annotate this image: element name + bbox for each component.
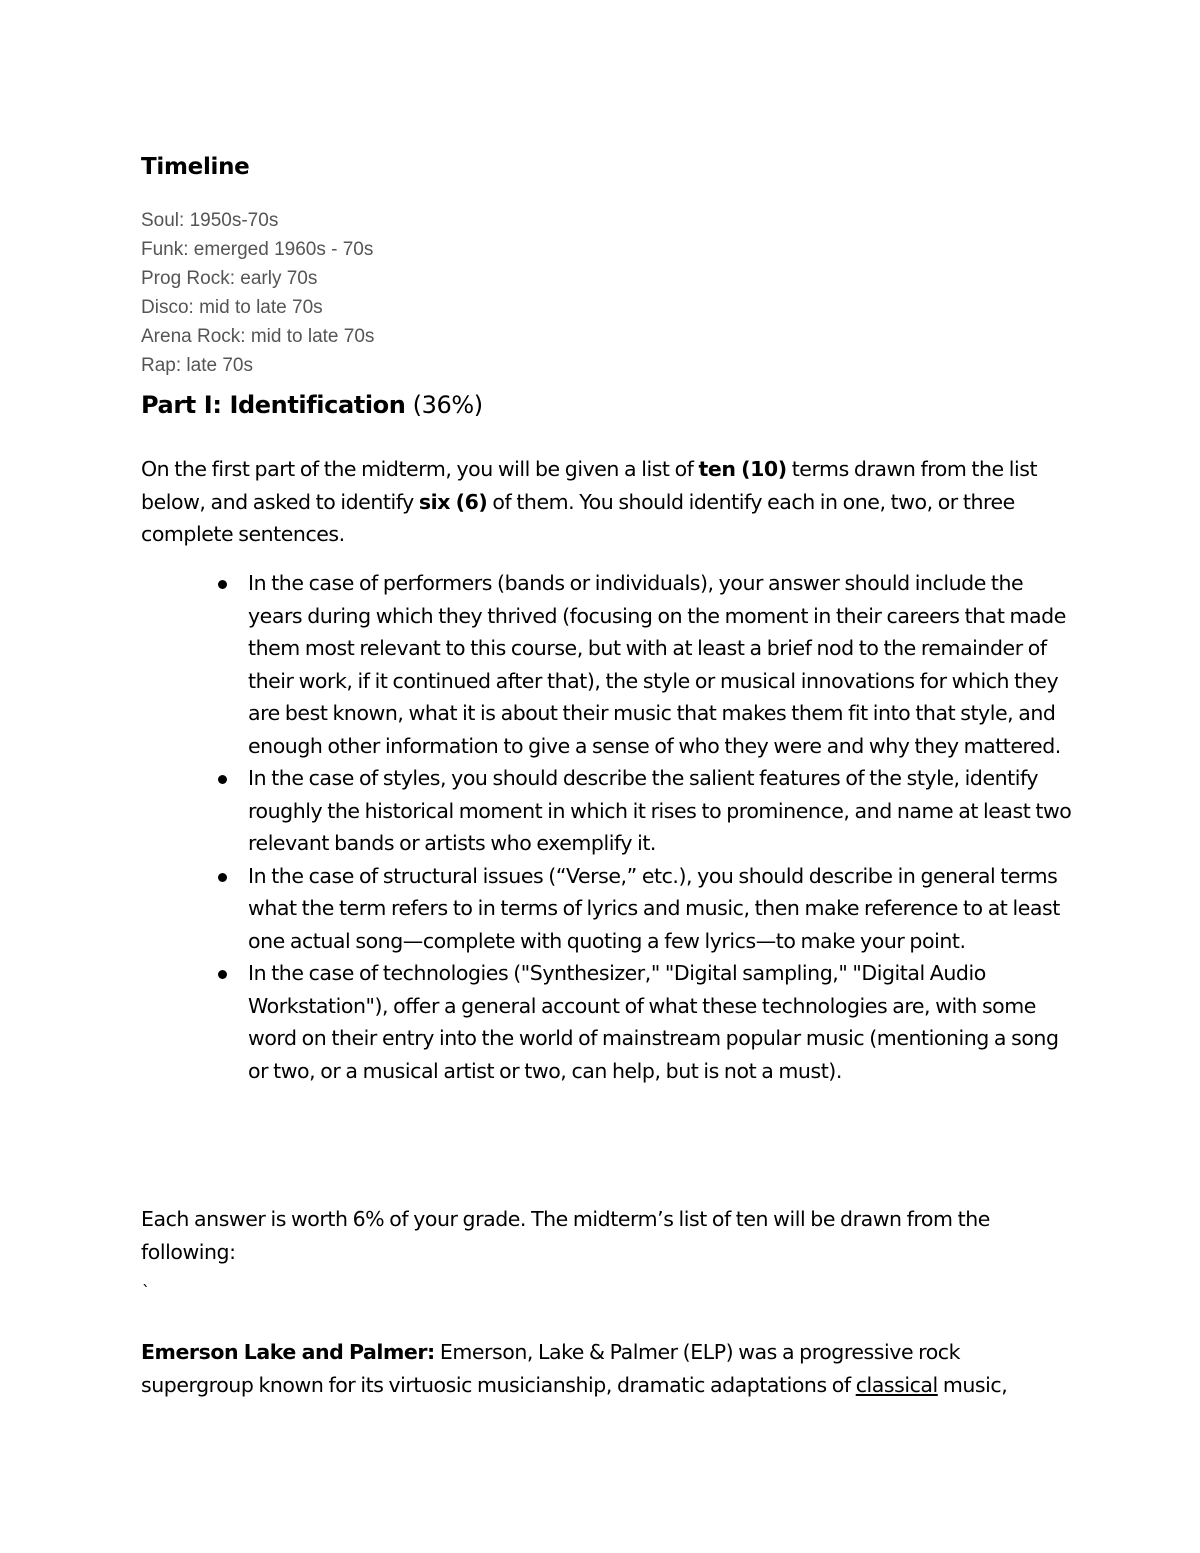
bullet-text: In the case of styles, you should describe the salient features of the style, identify roughly the historical moment in which it rises to prominence, and name at least two relevant bands or artists who exemplify it.: [248, 766, 1072, 855]
bullet-styles: [248, 762, 1078, 860]
term-definition: music,: [937, 1372, 1008, 1397]
term-entry: [141, 1336, 1061, 1401]
bullet-text: In the case of structural issues (“Verse,” etc.), you should describe in general terms what the term refers to in terms of lyrics and music, then make reference to at least one actual song—complete with quoting a few lyrics—to make your point.: [248, 863, 1060, 953]
part-one-title: Part I: Identification: [141, 391, 406, 419]
intro-paragraph: [141, 453, 1061, 551]
term-name: Emerson Lake and Palmer:: [141, 1340, 435, 1364]
intro-text: of them. You should identify each in one, two, or three complete sentences.: [141, 489, 1015, 546]
closing-paragraph: Each answer is worth 6% of your grade. The midterm’s list of ten will be drawn from the following:: [141, 1207, 990, 1264]
bullet-text: In the case of performers (bands or individuals), your answer should include the years during which they thrived (focusing on the moment in their careers that made them most relevant to this course, but with at least a brief nod to the remainder of their work, if it continued after that), the style or musical innovations for which they are best known, what it is about their music that makes them fit into that style, and enough other information to give a sense of who they were and why they mattered.: [248, 571, 1066, 758]
intro-text: terms drawn from the list below, and asked to identify: [141, 457, 1038, 514]
bullet-performers: [248, 567, 1078, 762]
bullet-text: In the case of technologies ("Synthesizer," "Digital sampling," "Digital Audio Workstation"), offer a general account of what these technologies are, with some word on their entry into the world of mainstream popular music (mentioning a song or two, or a musical artist or two, can help, but is not a must).: [248, 961, 1059, 1083]
bullet-dot-icon: [218, 970, 227, 979]
bullet-technologies: [248, 957, 1078, 1087]
timeline-heading: Timeline: [141, 154, 250, 180]
bullet-dot-icon: [218, 873, 227, 882]
timeline-item: Rap: late 70s: [141, 355, 253, 376]
part-one-heading: [141, 386, 483, 424]
classical-link[interactable]: classical: [855, 1372, 938, 1397]
timeline-item: Arena Rock: mid to late 70s: [141, 326, 375, 347]
bullet-dot-icon: [218, 580, 227, 589]
intro-bold-count: six (6): [418, 489, 488, 514]
intro-text: On the first part of the midterm, you will be given a list of: [141, 457, 699, 481]
term-definition: Emerson, Lake & Palmer (ELP) was a progressive rock supergroup known for its virtuosic musicianship, dramatic adaptations of: [141, 1340, 961, 1397]
part-one-weight: (36%): [405, 391, 483, 419]
bullet-dot-icon: [218, 775, 227, 784]
intro-bold-count: ten (10): [698, 457, 787, 481]
timeline-list: [141, 206, 374, 380]
instruction-bullet-list: [248, 567, 1078, 1087]
timeline-item: Prog Rock: early 70s: [141, 268, 318, 289]
bullet-structural-issues: [248, 860, 1078, 958]
timeline-item: Funk: emerged 1960s - 70s: [141, 239, 374, 260]
timeline-item: Soul: 1950s-70s: [141, 210, 279, 231]
timeline-item: Disco: mid to late 70s: [141, 297, 323, 318]
stray-backtick: `: [142, 1282, 150, 1301]
